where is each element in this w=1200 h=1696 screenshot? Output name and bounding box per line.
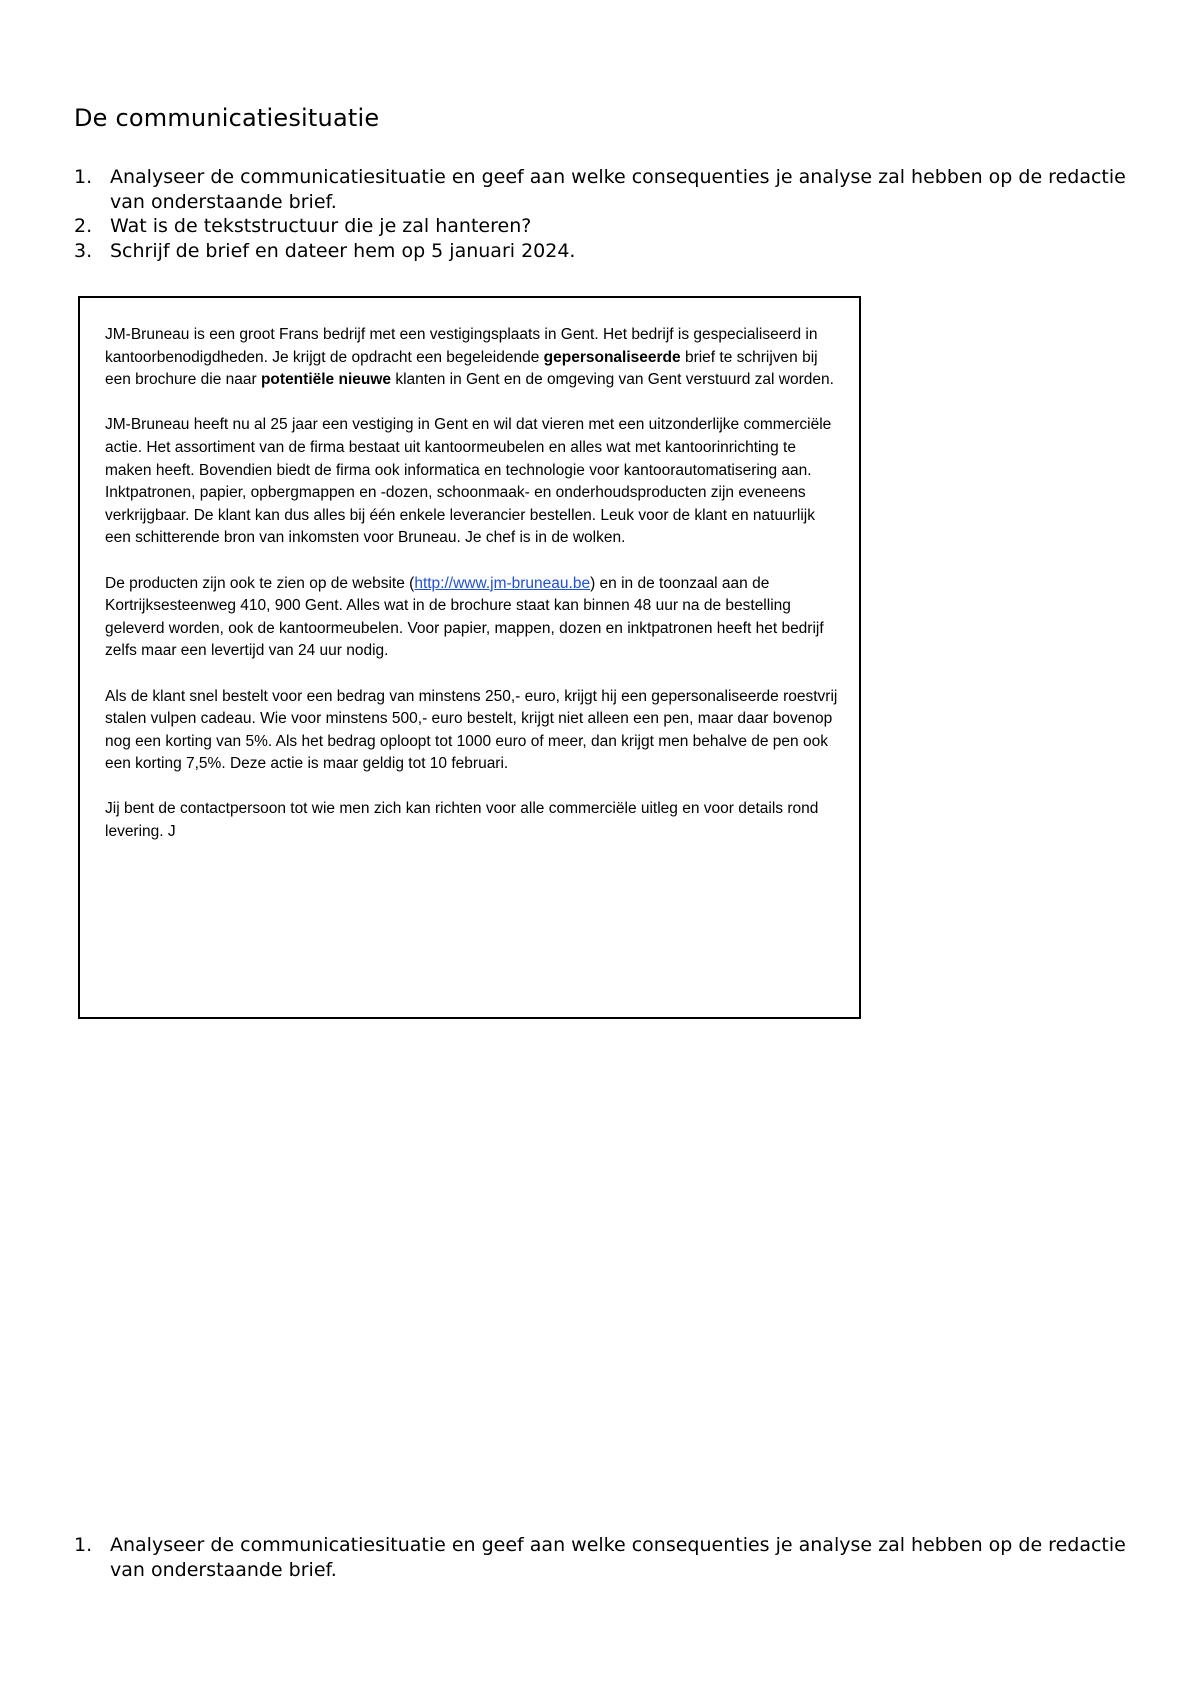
case-paragraph xyxy=(105,573,843,663)
list-item xyxy=(74,214,1134,239)
text-run: klanten in Gent en de omgeving van Gent verstuurd zal worden. xyxy=(391,371,834,389)
page-title: De communicatiesituatie xyxy=(74,104,380,132)
case-description-box xyxy=(78,296,861,1019)
list-item xyxy=(74,165,1134,214)
list-number: 1. xyxy=(74,166,93,188)
list-number: 1. xyxy=(74,1534,93,1556)
case-text xyxy=(105,324,843,866)
question-list-bottom xyxy=(74,1533,1134,1582)
list-number: 2. xyxy=(74,215,93,237)
list-number: 3. xyxy=(74,239,93,262)
text-run: ) en in de toonzaal aan de Kortrijksesteenweg 410, 900 Gent. Alles wat in de brochure staat kan binnen 48 uur na de bestelling geleverd worden, ook de kantoormeubelen. Voor papier, mappen, dozen en inktpatronen heeft het bedrijf zelfs maar een levertijd van 24 uur nodig. xyxy=(105,574,824,660)
question-text: Analyseer de communicatiesituatie en geef aan welke consequenties je analyse zal hebben op de redactie van onderstaande brief. xyxy=(110,1534,1126,1581)
bold-text: gepersonaliseerde xyxy=(543,348,681,366)
bold-text: potentiële nieuwe xyxy=(260,371,392,389)
text-run: brief te schrijven bij een brochure die naar xyxy=(105,348,818,389)
list-item xyxy=(74,239,1134,264)
website-link[interactable]: http://www.jm-bruneau.be xyxy=(414,574,591,592)
question-text: Schrijf de brief en dateer hem op 5 januari 2024. xyxy=(110,239,576,262)
list-item xyxy=(74,1533,1134,1582)
case-paragraph xyxy=(105,324,843,392)
text-run: De producten zijn ook te zien op de website ( xyxy=(105,574,415,592)
question-list xyxy=(74,165,1134,263)
case-paragraph: Jij bent de contactpersoon tot wie men zich kan richten voor alle commerciële uitleg en voor details rond levering. J xyxy=(105,800,819,841)
question-text: Analyseer de communicatiesituatie en geef aan welke consequenties je analyse zal hebben op de redactie van onderstaande brief. xyxy=(110,166,1126,213)
case-paragraph: Als de klant snel bestelt voor een bedrag van minstens 250,- euro, krijgt hij een gepersonaliseerde roestvrij stalen vulpen cadeau. Wie voor minstens 500,- euro bestelt, krijgt niet alleen een pen, maar daar bovenop nog een korting van 5%. Als het bedrag oploopt tot 1000 euro of meer, dan krijgt men behalve de pen ook een korting 7,5%. Deze actie is maar geldig tot 10 februari. xyxy=(105,687,838,773)
case-paragraph: JM-Bruneau heeft nu al 25 jaar een vestiging in Gent en wil dat vieren met een uitzonderlijke commerciële actie. Het assortiment van de firma bestaat uit kantoormeubelen en alles wat met kantoorinrichting te maken heeft. Bovendien biedt de firma ook informatica en technologie voor kantoorautomatisering aan. Inktpatronen, papier, opbergmappen en -dozen, schoonmaak- en onderhoudsproducten zijn eveneens verkrijgbaar. De klant kan dus alles bij één enkele leverancier bestellen. Leuk voor de klant en natuurlijk een schitterende bron van inkomsten voor Bruneau. Je chef is in de wolken. xyxy=(105,416,832,547)
question-text: Wat is de tekststructuur die je zal hanteren? xyxy=(110,215,532,237)
text-run: JM-Bruneau is een groot Frans bedrijf met een vestigingsplaats in Gent. Het bedrijf is gespecialiseerd in kantoorbenodigdheden. Je krijgt de opdracht een begeleidende xyxy=(105,326,818,366)
